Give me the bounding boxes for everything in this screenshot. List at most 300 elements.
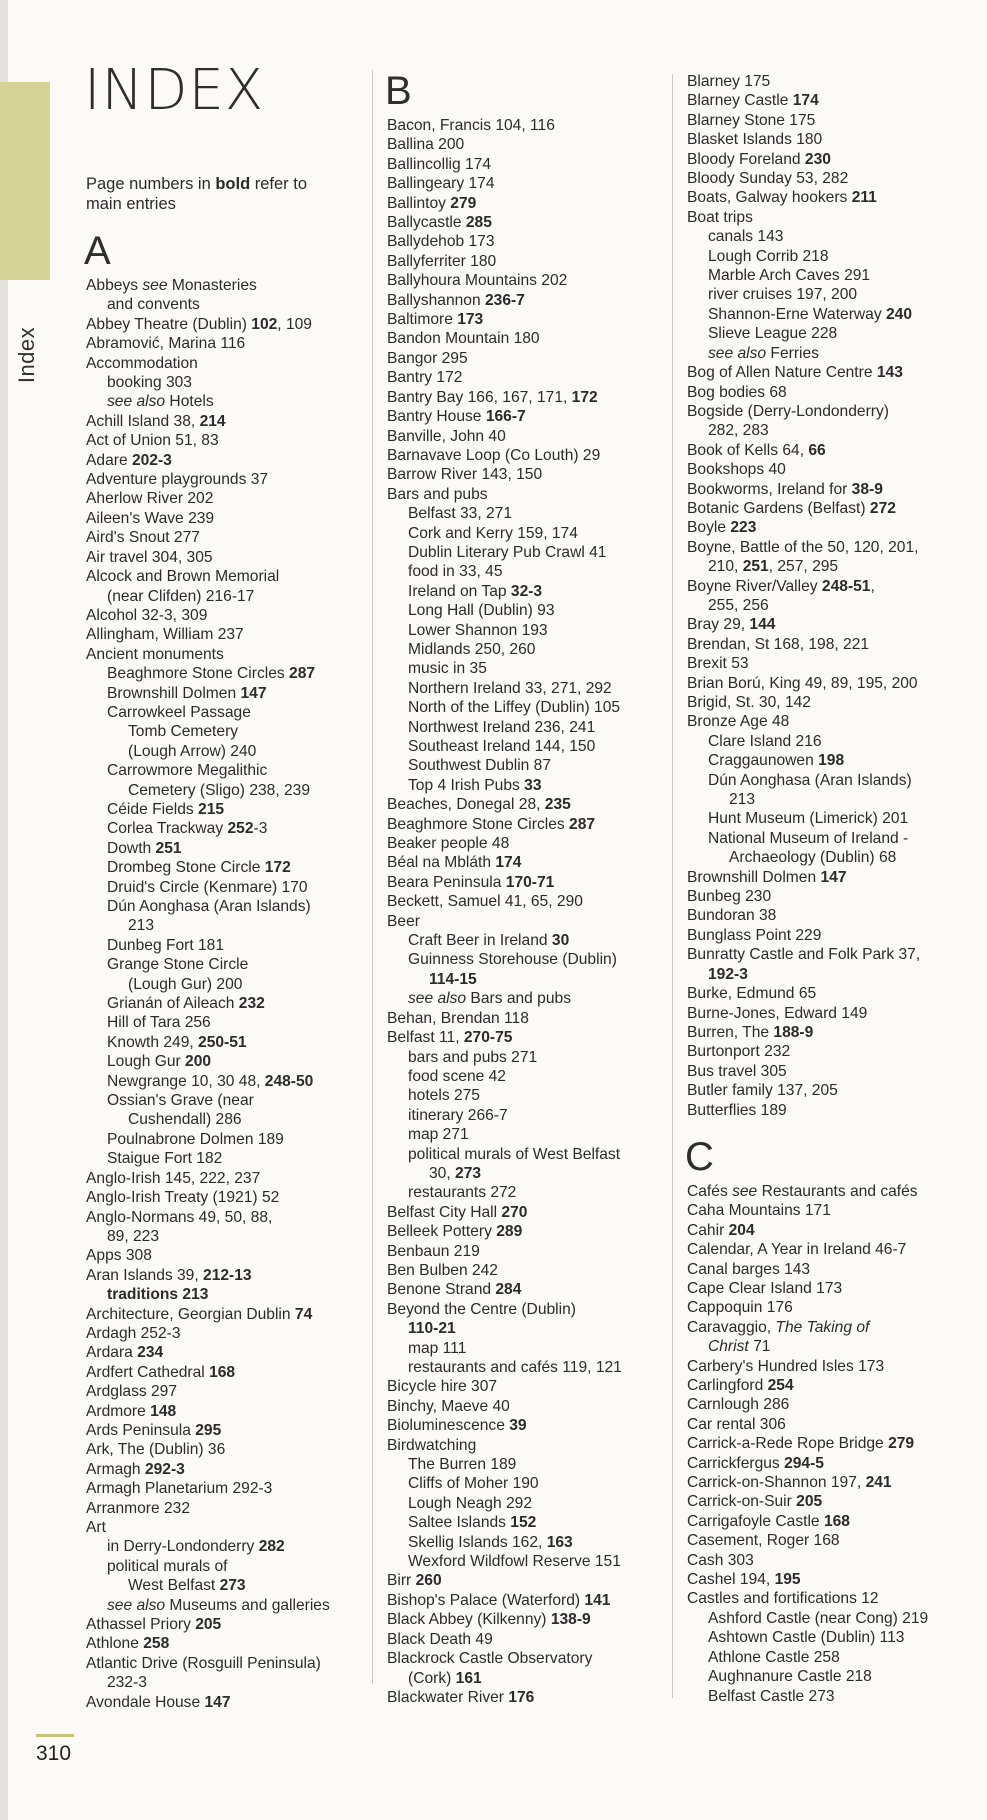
- index-entry: [687, 1318, 972, 1337]
- index-entry: [687, 1492, 972, 1511]
- entry-text: Butler family 137, 205: [687, 1082, 838, 1100]
- entry-text: 255, 256: [708, 596, 769, 614]
- entry-text: Abbey Theatre (Dublin): [86, 315, 252, 333]
- index-entry: [687, 402, 972, 421]
- main-page-ref: 143: [876, 364, 903, 382]
- index-entry: [687, 1551, 972, 1570]
- entry-text: Bacon, Francis 104, 116: [387, 117, 555, 134]
- index-entry: [687, 1454, 972, 1473]
- entry-text: National Museum of Ireland -: [708, 829, 909, 847]
- index-entry: [86, 1460, 371, 1479]
- index-subentry: [86, 1673, 371, 1692]
- entry-text: Cash 303: [687, 1551, 754, 1569]
- main-page-ref: 272: [869, 499, 896, 517]
- index-entry: [687, 499, 972, 518]
- index-entry: [86, 1479, 371, 1498]
- main-page-ref: 258: [143, 1635, 170, 1653]
- entry-text: 282, 283: [708, 422, 769, 440]
- entry-text: Brendan, St 168, 198, 221: [687, 635, 870, 653]
- index-entry: [687, 1512, 972, 1531]
- entry-text: Archaeology (Dublin) 68: [729, 849, 897, 867]
- entry-text: Ballintoy: [387, 194, 451, 212]
- index-entry: [687, 868, 972, 887]
- index-entry: [687, 72, 972, 91]
- index-entry: [86, 470, 371, 489]
- entry-text: Knowth 249,: [107, 1033, 199, 1051]
- entry-text: music in 35: [408, 660, 487, 678]
- page-number: 310: [36, 1742, 72, 1765]
- index-entry: [687, 654, 972, 673]
- index-entry: [387, 1261, 672, 1280]
- entry-text: Car rental 306: [687, 1415, 786, 1433]
- main-page-ref: 147: [204, 1693, 231, 1711]
- entry-text: Ben Bulben 242: [387, 1261, 498, 1279]
- index-entry: [387, 892, 672, 911]
- index-entry: [86, 1518, 371, 1537]
- index-subentry: [387, 950, 672, 969]
- main-page-ref: 192-3: [708, 965, 748, 983]
- entry-text: Béal na Mbláth: [387, 854, 496, 872]
- index-subentry: [86, 664, 371, 683]
- index-entry: [86, 412, 371, 431]
- index-entry: [387, 795, 672, 814]
- entry-text: Alcohol 32-3, 309: [86, 606, 208, 624]
- entry-text: Castles and fortifications 12: [687, 1590, 879, 1608]
- index-entry: [86, 276, 371, 295]
- main-page-ref: 270: [501, 1203, 528, 1221]
- index-entry: [387, 1416, 672, 1435]
- entry-text: Ballina 200: [387, 136, 465, 154]
- entry-text: Athlone Castle 258: [708, 1648, 840, 1666]
- index-entry: [86, 1246, 371, 1265]
- main-page-ref: 173: [457, 311, 484, 329]
- main-page-ref: 241: [865, 1474, 892, 1492]
- index-subentry: [86, 373, 371, 392]
- index-subentry: [687, 1648, 972, 1667]
- section-tab-label: Index: [14, 326, 39, 384]
- entry-text: Lough Gur: [107, 1053, 186, 1071]
- entry-text: Ballincollig 174: [387, 155, 492, 173]
- index-entry: [687, 906, 972, 925]
- main-page-ref: 270-75: [463, 1029, 513, 1047]
- index-subentry: [387, 698, 672, 717]
- entry-text: Ballyhoura Mountains 202: [387, 272, 568, 290]
- index-entry: [387, 853, 672, 872]
- index-entry: [687, 635, 972, 654]
- entry-text: Black Abbey (Kilkenny): [387, 1611, 551, 1629]
- index-entry: [687, 1473, 972, 1492]
- entry-text: Hunt Museum (Limerick) 201: [708, 810, 909, 828]
- entry-text: Grianán of Aileach: [107, 995, 239, 1013]
- index-entry: [86, 1188, 371, 1207]
- index-subentry: [86, 742, 371, 761]
- entry-text: Bicycle hire 307: [387, 1378, 498, 1396]
- entry-text: Armagh Planetarium 292-3: [86, 1480, 273, 1498]
- index-entry: [387, 1009, 672, 1028]
- entry-text: Binchy, Maeve 40: [387, 1397, 510, 1415]
- entry-text: Carbery's Hundred Isles 173: [687, 1357, 885, 1375]
- entry-text: Belfast 33, 271: [408, 505, 513, 523]
- entry-text: Grange Stone Circle: [107, 956, 249, 974]
- entry-text: Accommodation: [86, 354, 198, 372]
- index-entry: [86, 645, 371, 664]
- entry-text: Athassel Priory: [86, 1616, 196, 1634]
- index-column-3: [687, 72, 972, 1706]
- entry-text: Saltee Islands: [408, 1514, 511, 1532]
- entry-text: Aird's Snout 277: [86, 529, 200, 547]
- entry-text: Dowth: [107, 839, 156, 857]
- index-subentry: [387, 756, 672, 775]
- entry-text: Bookworms, Ireland for: [687, 480, 852, 498]
- entry-text: Blarney Stone 175: [687, 111, 816, 129]
- entry-text: (Lough Arrow) 240: [128, 742, 257, 760]
- entry-text: Craft Beer in Ireland: [408, 932, 552, 950]
- index-subentry: [387, 989, 672, 1008]
- entry-text: Bogside (Derry-Londonderry): [687, 402, 889, 420]
- main-page-ref: 200: [185, 1053, 212, 1071]
- entry-text: Behan, Brendan 118: [387, 1009, 529, 1027]
- entry-text: 210,: [708, 558, 743, 576]
- index-entry: [387, 1630, 672, 1649]
- entry-text: Burtonport 232: [687, 1043, 791, 1061]
- main-page-ref: 166-7: [485, 408, 526, 426]
- index-subentry: [387, 1455, 672, 1474]
- index-letter-heading: B: [385, 69, 412, 113]
- entry-text: Cashel 194,: [687, 1571, 775, 1589]
- entry-text: Craggaunowen: [708, 752, 819, 770]
- entry-text: Cape Clear Island 173: [687, 1279, 843, 1297]
- entry-text: Casement, Roger 168: [687, 1532, 840, 1550]
- index-subentry: [86, 858, 371, 877]
- entry-text: Carnlough 286: [687, 1396, 790, 1414]
- entry-text: Blarney 175: [687, 73, 771, 90]
- index-subentry: [387, 1183, 672, 1202]
- main-page-ref: 202-3: [131, 451, 172, 469]
- entry-text: Slieve League 228: [708, 325, 838, 343]
- index-subentry: [86, 975, 371, 994]
- entry-text: Birr: [387, 1572, 416, 1590]
- entry-text: Cushendall) 286: [128, 1111, 242, 1129]
- entry-text: Blackwater River: [387, 1688, 509, 1706]
- entry-text: Carrick-a-Rede Rope Bridge: [687, 1435, 889, 1453]
- entry-text: Druid's Circle (Kenmare) 170: [107, 878, 308, 896]
- entry-text: Calendar, A Year in Ireland 46-7: [687, 1241, 907, 1259]
- main-page-ref: 279: [450, 194, 477, 212]
- index-subentry: [387, 1474, 672, 1493]
- entry-text: Bioluminescence: [387, 1417, 510, 1435]
- main-page-ref: 148: [150, 1402, 177, 1420]
- index-entry: [86, 431, 371, 450]
- index-entry: [687, 1376, 972, 1395]
- main-page-ref: 66: [808, 441, 826, 459]
- index-subentry: [687, 421, 972, 440]
- entry-text: Brexit 53: [687, 655, 749, 673]
- main-page-ref: 138-9: [550, 1611, 591, 1629]
- entry-text: Book of Kells 64,: [687, 441, 809, 459]
- entry-text: restaurants 272: [408, 1184, 517, 1202]
- index-entry: [387, 174, 672, 193]
- entry-text: Midlands 250, 260: [408, 640, 536, 658]
- index-entry: [687, 111, 972, 130]
- index-entry: [86, 1654, 371, 1673]
- entry-text: Ardglass 297: [86, 1383, 178, 1401]
- index-subentry: [387, 504, 672, 523]
- index-entry: [687, 1260, 972, 1279]
- entry-text: food in 33, 45: [408, 563, 503, 581]
- entry-text: Bantry Bay 166, 167, 171,: [387, 388, 572, 406]
- entry-text: Apps 308: [86, 1247, 152, 1265]
- index-subentry: [387, 621, 672, 640]
- cross-ref-text: Christ: [708, 1338, 749, 1356]
- index-entry: [687, 208, 972, 227]
- main-page-ref: 32-3: [510, 582, 543, 600]
- entry-text: Art: [86, 1519, 106, 1536]
- entry-text: Anglo-Normans 49, 50, 88,: [86, 1208, 273, 1226]
- main-page-ref: 287: [569, 815, 596, 833]
- main-page-ref: 251: [742, 558, 769, 576]
- entry-text: 232-3: [107, 1674, 147, 1692]
- entry-text: Adare: [86, 451, 132, 469]
- index-subentry: [387, 1048, 672, 1067]
- entry-text: Ardmore: [86, 1402, 151, 1420]
- index-entry: [86, 1421, 371, 1440]
- index-entry: [387, 834, 672, 853]
- index-subentry: [687, 1667, 972, 1686]
- entry-text: Beara Peninsula: [387, 873, 506, 891]
- index-entry: [86, 1266, 371, 1285]
- index-subentry: [387, 679, 672, 698]
- main-page-ref: 144: [749, 616, 776, 634]
- index-subentry: [687, 732, 972, 751]
- index-subentry: [86, 684, 371, 703]
- entry-text: Beer: [387, 912, 420, 930]
- index-entry: [86, 489, 371, 508]
- index-entry: [387, 291, 672, 310]
- index-column-1: [86, 226, 371, 1712]
- main-page-ref: 30: [551, 932, 570, 950]
- index-entry: [387, 310, 672, 329]
- entry-text: , 257, 295: [768, 558, 839, 576]
- index-entry: [387, 815, 672, 834]
- main-page-ref: 152: [510, 1514, 537, 1532]
- entry-text: booking 303: [107, 374, 192, 392]
- entry-text: bars and pubs 271: [408, 1048, 538, 1066]
- index-entry: [86, 315, 371, 334]
- entry-text: Aran Islands 39,: [86, 1266, 204, 1284]
- index-entry: [86, 1440, 371, 1459]
- index-subentry: [86, 722, 371, 741]
- main-page-ref: 252: [227, 820, 254, 838]
- entry-text: Ossian's Grave (near: [107, 1092, 254, 1110]
- entry-text: Beaches, Donegal 28,: [387, 796, 545, 814]
- index-subentry: [387, 659, 672, 678]
- main-page-ref: 292-3: [144, 1460, 185, 1478]
- main-page-ref: 147: [240, 684, 267, 702]
- entry-text: Ark, The (Dublin) 36: [86, 1441, 226, 1459]
- index-entry: [687, 130, 972, 149]
- index-subentry: [86, 819, 371, 838]
- entry-text: Anglo-Irish Treaty (1921) 52: [86, 1189, 280, 1207]
- main-page-ref: 223: [730, 519, 757, 537]
- index-entry: [387, 271, 672, 290]
- main-page-ref: 287: [289, 665, 316, 683]
- entry-text: 89, 223: [107, 1227, 160, 1245]
- index-subentry: [687, 1687, 972, 1706]
- index-entry: [687, 926, 972, 945]
- main-page-ref: 295: [195, 1421, 222, 1439]
- index-entry: [387, 446, 672, 465]
- entry-text: Bantry 172: [387, 369, 463, 387]
- index-subentry: [86, 295, 371, 314]
- entry-text: Avondale House: [86, 1693, 205, 1711]
- index-entry: [687, 480, 972, 499]
- index-entry: [387, 388, 672, 407]
- entry-text: Tomb Cemetery: [128, 723, 239, 741]
- index-subentry: [687, 344, 972, 363]
- entry-text: Ardfert Cathedral: [86, 1363, 210, 1381]
- main-page-ref: 204: [728, 1221, 755, 1239]
- index-entry: [687, 1023, 972, 1042]
- main-page-ref: 284: [495, 1281, 522, 1299]
- index-entry: [86, 1363, 371, 1382]
- index-entry: [687, 945, 972, 964]
- index-subentry: [687, 790, 972, 809]
- entry-text: Drombeg Stone Circle: [107, 859, 265, 877]
- index-subentry: [86, 1110, 371, 1129]
- index-subentry: [387, 1552, 672, 1571]
- entry-text: Belfast City Hall: [387, 1203, 502, 1221]
- index-subentry: [86, 1033, 371, 1052]
- main-page-ref: 289: [496, 1223, 523, 1241]
- index-entry: [687, 538, 972, 557]
- index-subentry: [387, 1145, 672, 1164]
- entry-text: Bundoran 38: [687, 907, 777, 925]
- entry-text: Corlea Trackway: [107, 820, 228, 838]
- index-entry: [387, 213, 672, 232]
- column-divider: [672, 74, 673, 1698]
- main-page-ref: 161: [455, 1669, 482, 1687]
- main-page-ref: 234: [137, 1344, 164, 1362]
- index-entry: [86, 567, 371, 586]
- index-subentry: [86, 1072, 371, 1091]
- index-column-2: [387, 66, 672, 1707]
- index-entry: [687, 1395, 972, 1414]
- index-subentry: [387, 640, 672, 659]
- entry-text: Barrow River 143, 150: [387, 466, 543, 484]
- entry-text: Blackrock Castle Observatory: [387, 1650, 593, 1668]
- entry-text: Carrowmore Megalithic: [107, 762, 268, 780]
- index-entry: [687, 150, 972, 169]
- index-entry: [387, 1028, 672, 1047]
- index-entry: [86, 1402, 371, 1421]
- index-entry: [687, 674, 972, 693]
- index-subentry: [387, 718, 672, 737]
- entry-text: (near Clifden) 216-17: [107, 587, 255, 605]
- main-page-ref: 176: [508, 1688, 535, 1706]
- entry-text: Carrick-on-Shannon 197,: [687, 1474, 866, 1492]
- entry-text: Butterflies 189: [687, 1101, 787, 1119]
- entry-text: Clare Island 216: [708, 732, 822, 750]
- entry-text: Boat trips: [687, 208, 753, 226]
- index-subentry: [86, 878, 371, 897]
- main-page-ref: 248-50: [264, 1072, 314, 1090]
- index-entry: [86, 625, 371, 644]
- entry-text: Hill of Tara 256: [107, 1014, 211, 1032]
- entry-text: Cemetery (Sligo) 238, 239: [128, 781, 311, 799]
- index-entry: [687, 615, 972, 634]
- index-entry: [86, 334, 371, 353]
- cross-ref-text: see also: [408, 990, 467, 1008]
- entry-text: Cork and Kerry 159, 174: [408, 524, 578, 542]
- index-entry: [387, 1688, 672, 1707]
- entry-text: Lough Corrib 218: [708, 247, 829, 265]
- entry-text: Beaghmore Stone Circles: [387, 815, 570, 833]
- index-entry: [86, 606, 371, 625]
- entry-text: Air travel 304, 305: [86, 548, 213, 566]
- entry-text: Brownshill Dolmen: [107, 684, 241, 702]
- main-page-ref: 211: [851, 189, 877, 207]
- main-page-ref: 38-9: [851, 480, 883, 498]
- intro-text-bold: bold: [215, 175, 251, 193]
- index-entry: [86, 354, 371, 373]
- entry-text: Ancient monuments: [86, 645, 224, 663]
- entry-text: -3: [253, 820, 268, 838]
- entry-text: Ballyferriter 180: [387, 252, 497, 270]
- main-page-ref: 205: [796, 1493, 823, 1511]
- index-subentry: [86, 839, 371, 858]
- entry-text: Allingham, William 237: [86, 626, 244, 644]
- entry-text: Cahir: [687, 1221, 729, 1239]
- entry-text: political murals of West Belfast: [408, 1145, 621, 1163]
- index-subentry: [687, 771, 972, 790]
- index-entry: [687, 1415, 972, 1434]
- entry-text: ,: [870, 577, 875, 595]
- entry-text: Aughnanure Castle 218: [708, 1668, 872, 1686]
- entry-text: map 271: [408, 1126, 469, 1144]
- index-entry: [387, 1649, 672, 1668]
- index-entry: [387, 232, 672, 251]
- entry-text: Guinness Storehouse (Dublin): [408, 951, 617, 969]
- index-subentry: [687, 1609, 972, 1628]
- cross-ref-text: see: [142, 277, 168, 294]
- index-subentry: [86, 1149, 371, 1168]
- index-subentry: [387, 1533, 672, 1552]
- index-entry: [387, 1610, 672, 1629]
- index-subentry: [387, 931, 672, 950]
- entry-text: Northwest Ireland 236, 241: [408, 718, 596, 736]
- index-entry: [86, 1615, 371, 1634]
- main-page-ref: 114-15: [429, 970, 477, 988]
- entry-text: Bus travel 305: [687, 1062, 787, 1080]
- entry-text: Carlingford: [687, 1377, 768, 1394]
- index-entry: [687, 1531, 972, 1550]
- index-entry: [687, 1081, 972, 1100]
- index-entry: [687, 1570, 972, 1589]
- index-letter-heading: A: [84, 229, 111, 273]
- index-entry: [387, 1300, 672, 1319]
- index-subentry: [86, 1285, 371, 1304]
- entry-text: Arranmore 232: [86, 1499, 191, 1517]
- index-entry: [387, 349, 672, 368]
- index-subentry: [387, 1319, 672, 1338]
- entry-text: Boyle: [687, 519, 731, 537]
- entry-text: canals 143: [708, 228, 784, 246]
- index-entry: [387, 116, 672, 135]
- index-entry: [387, 1280, 672, 1299]
- index-entry: [687, 1279, 972, 1298]
- index-subentry: [687, 596, 972, 615]
- entry-text: Hotels: [165, 393, 214, 411]
